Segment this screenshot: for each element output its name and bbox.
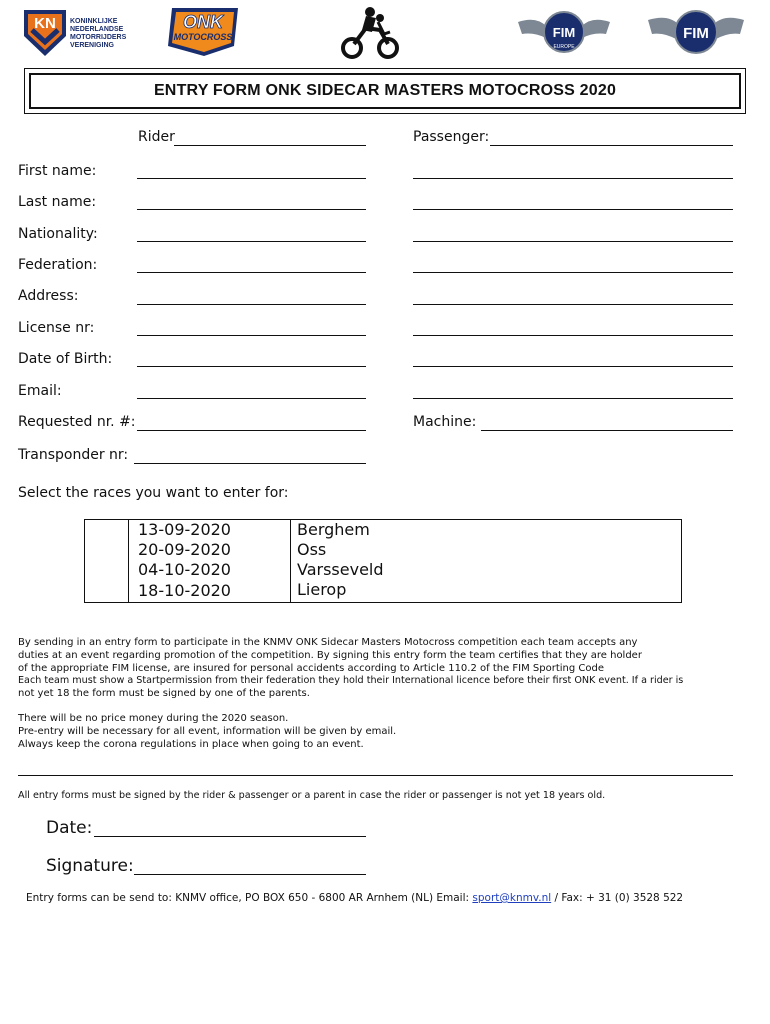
address-label: Address: (18, 288, 79, 304)
machine-label: Machine: (413, 414, 477, 430)
footer-contact (26, 892, 683, 904)
knmv-line-2: NEDERLANDSE (70, 26, 124, 33)
svg-text:KN: KN (34, 15, 56, 32)
fim-wings-icon (646, 6, 746, 58)
signature-field[interactable] (134, 874, 366, 875)
signature-label: Signature: (46, 856, 134, 876)
notes-line: Pre-entry will be necessary for all event, information will be given by email. (18, 725, 397, 737)
passenger-dob-field[interactable] (413, 366, 733, 367)
svg-text:MOTOCROSS: MOTOCROSS (173, 32, 233, 42)
knmv-logo (22, 8, 142, 58)
svg-text:ONK: ONK (183, 12, 223, 32)
terms-line: not yet 18 the form must be signed by one of the parents. (18, 688, 310, 700)
knmv-shield-icon (22, 8, 68, 58)
footer-prefix: Entry forms can be send to: KNMV office, PO BOX 650 - 6800 AR Arnhem (NL) Email: (26, 892, 473, 904)
passenger-address-field[interactable] (413, 304, 733, 305)
requested-nr-field[interactable] (137, 430, 366, 431)
transponder-nr-field[interactable] (134, 463, 366, 464)
terms-line: Each team must show a Startpermission from their federation they hold their International licence before their first ONK event. If a rider is (18, 675, 684, 687)
notes-paragraph (18, 713, 396, 751)
terms-line: of the appropriate FIM license, are insured for personal accidents according to Article 110.2 of the FIM Sporting Code (18, 662, 605, 674)
onk-badge-icon (164, 6, 242, 58)
passenger-nationality-field[interactable] (413, 241, 733, 242)
passenger-first-name-field[interactable] (413, 178, 733, 179)
svg-text:FIM: FIM (683, 25, 709, 42)
rider-email-field[interactable] (137, 398, 366, 399)
race-row[interactable] (85, 560, 682, 580)
requested-nr-label: Requested nr. #: (18, 414, 136, 430)
rider-column-label: Rider (138, 129, 175, 145)
footer-email-link[interactable]: sport@knmv.nl (472, 892, 552, 904)
sidecar-motorcycle-icon (340, 4, 400, 60)
divider-line (18, 775, 733, 776)
title-box (24, 68, 746, 114)
rider-address-field[interactable] (137, 304, 366, 305)
fim-europe-logo (516, 8, 612, 58)
terms-line: By sending in an entry form to participate in the KNMV ONK Sidecar Masters Motocross competition each team accepts any (18, 637, 638, 648)
rider-federation-field[interactable] (137, 272, 366, 273)
notes-line: There will be no price money during the 2020 season. (18, 713, 289, 724)
svg-text:EUROPE: EUROPE (553, 44, 575, 50)
transponder-nr-label: Transponder nr: (18, 447, 129, 463)
race-date: 13-09-2020 (129, 520, 291, 541)
footer-suffix: / Fax: + 31 (0) 3528 522 (551, 892, 684, 904)
date-of-birth-label: Date of Birth: (18, 351, 113, 367)
email-label: Email: (18, 383, 62, 399)
passenger-federation-field[interactable] (413, 272, 733, 273)
rider-first-name-field[interactable] (137, 178, 366, 179)
race-row[interactable] (85, 520, 682, 541)
passenger-email-field[interactable] (413, 398, 733, 399)
passenger-header-line (490, 145, 733, 146)
notes-line: Always keep the corona regulations in place when going to an event. (18, 738, 364, 750)
terms-line: duties at an event regarding promotion of the competition. By signing this entry form the team certifies that they are holder (18, 649, 642, 661)
machine-field[interactable] (481, 430, 733, 431)
races-intro: Select the races you want to enter for: (18, 485, 289, 501)
fim-europe-wings-icon (516, 8, 612, 58)
rider-last-name-field[interactable] (137, 209, 366, 210)
race-date: 20-09-2020 (129, 540, 291, 560)
race-place: Berghem (297, 520, 370, 539)
knmv-line-4: VERENIGING (70, 42, 114, 49)
federation-label: Federation: (18, 257, 98, 273)
terms-paragraph (18, 637, 758, 701)
knmv-line-3: MOTORRIJDERS (70, 34, 127, 41)
signing-note: All entry forms must be signed by the rider & passenger or a parent in case the rider or passenger is not yet 18 years old. (18, 790, 606, 801)
last-name-label: Last name: (18, 194, 97, 210)
onk-motocross-logo (164, 6, 242, 58)
rider-dob-field[interactable] (137, 366, 366, 367)
race-checkbox-cell[interactable] (85, 540, 129, 560)
fim-logo (646, 6, 746, 58)
rider-license-field[interactable] (137, 335, 366, 336)
race-place: Oss (297, 540, 327, 559)
race-place: Lierop (297, 580, 347, 599)
passenger-last-name-field[interactable] (413, 209, 733, 210)
race-row[interactable] (85, 580, 682, 603)
race-row[interactable] (85, 540, 682, 560)
race-checkbox-cell[interactable] (85, 580, 129, 603)
passenger-license-field[interactable] (413, 335, 733, 336)
passenger-column-label: Passenger: (413, 129, 490, 145)
date-label: Date: (46, 818, 93, 838)
race-place: Varsseveld (297, 560, 384, 579)
race-checkbox-cell[interactable] (85, 560, 129, 580)
sidecar-rider-image (340, 4, 400, 60)
nationality-label: Nationality: (18, 226, 98, 242)
rider-nationality-field[interactable] (137, 241, 366, 242)
rider-header-line (174, 145, 366, 146)
knmv-line-1: KONINKLIJKE (70, 18, 118, 25)
date-field[interactable] (94, 836, 366, 837)
first-name-label: First name: (18, 163, 97, 179)
race-date: 18-10-2020 (129, 580, 291, 603)
race-checkbox-cell[interactable] (85, 520, 129, 541)
races-table (84, 519, 682, 603)
license-nr-label: License nr: (18, 320, 95, 336)
race-date: 04-10-2020 (129, 560, 291, 580)
form-title: ENTRY FORM ONK SIDECAR MASTERS MOTOCROSS 2020 (153, 82, 617, 99)
svg-text:FIM: FIM (552, 25, 576, 40)
title-inner-frame (29, 73, 741, 109)
